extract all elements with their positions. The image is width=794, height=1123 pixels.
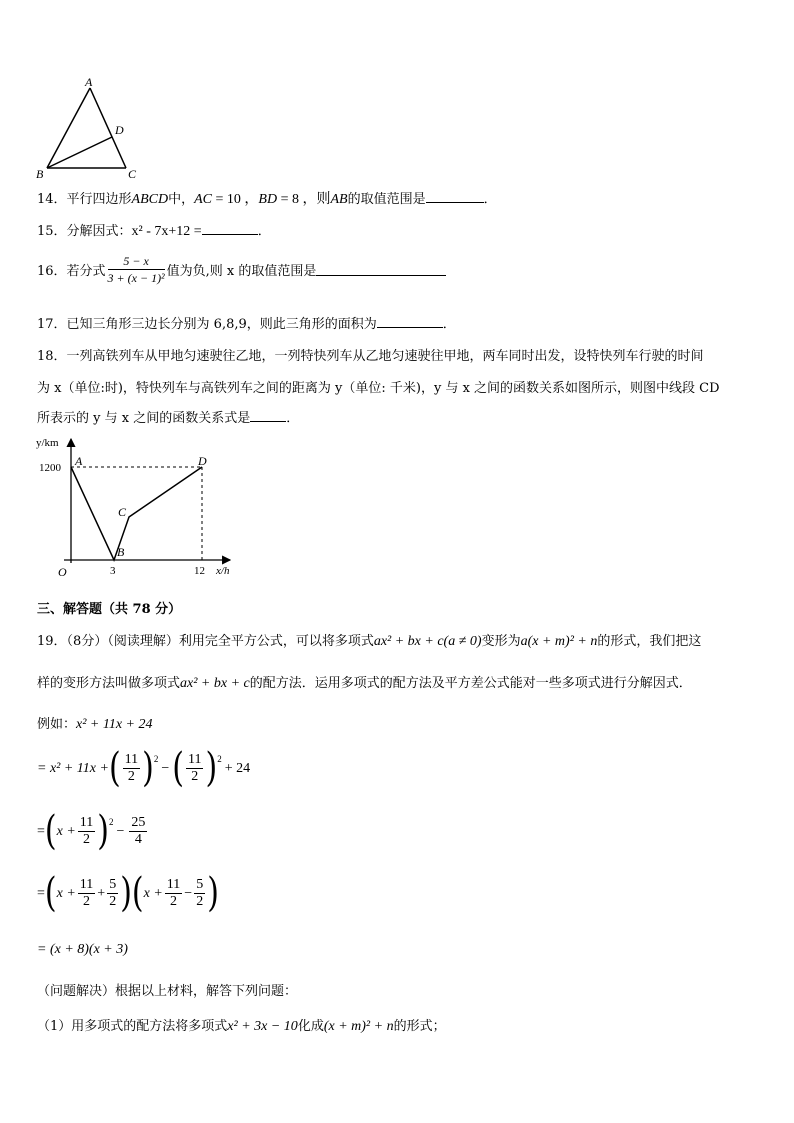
q19-problem: （问题解决）根据以上材料，解答下列问题： [37,984,298,999]
question-17 [37,313,456,332]
q16-suffix: 值为负,则 x 的取值范围是 [166,264,317,279]
q19-sub-1 [37,1015,446,1035]
q14-abcd: ABCD [131,192,169,207]
q19-line1-c: 的形式，我们把这 [597,634,702,649]
label-d: D [115,123,124,137]
q15-end: ． [257,224,271,239]
q19-line-1 [37,630,701,650]
answer-blank-16[interactable] [316,263,446,276]
x-plus: x + [56,885,76,901]
frac-5-2 [194,877,205,910]
frac-den: 2 [83,832,91,847]
answer-blank-17[interactable] [377,315,443,328]
paren-open: ( [131,869,144,917]
q17-text: 17．已知三角形三边长分别为 6,8,9，则此三角形的面积为 [37,317,377,332]
q19-example [37,713,153,733]
q15-prefix: 15．分解因式： [37,224,132,239]
paren-open: ( [108,744,121,792]
paren-close: ) [120,869,132,917]
step2-minus: − [116,823,125,839]
q19-poly1: ax² + bx + c(a ≠ 0) [373,634,482,649]
frac-num: 5 [196,877,204,892]
point-a-label: A [75,454,83,468]
q19-line1-a: 19．（8分）（阅读理解）利用完全平方公式，可以将多项式 [37,634,374,649]
frac-den: 2 [83,894,91,909]
q18-line-1: 18．一列高铁列车从甲地匀速驶往乙地，一列特快列车从乙地匀速驶往甲地，两车同时出发，设特快列车行驶的时间 [37,349,704,364]
frac-11-2 [165,877,182,910]
paren-close: ) [142,744,154,792]
point-b-label: B [117,545,125,559]
example-expression: x² + 11x + 24 [76,717,153,732]
q18-line-3-text: 所表示的 y 与 x 之间的函数关系式是 [37,411,251,426]
paren-open: ( [44,869,57,917]
q19-line2-a: 样的变形方法叫做多项式 [37,676,181,691]
frac-11-2 [123,752,140,785]
q14-eq10: = 10 ， [212,192,259,207]
x-tick-12: 12 [194,565,205,577]
plus-sign: + [97,885,106,901]
frac-11-2 [186,752,203,785]
x-axis-label: x/h [216,565,230,577]
q16-prefix: 16．若分式 [37,264,106,279]
label-a: A [85,75,93,89]
frac-num: 11 [124,752,139,767]
q19-step-4: = (x + 8)(x + 3) [37,942,128,957]
q14-suffix: 的取值范围是 [347,192,426,207]
frac-den: 2 [170,894,178,909]
q19-form1: a(x + m)² + n [520,634,598,649]
question-15 [37,220,271,240]
paren-close: ) [97,807,109,855]
distance-time-graph [34,433,239,583]
q16-denominator: 3 + (x − 1)² [107,271,165,285]
frac-den: 4 [134,832,142,847]
graph-path-abcd [71,467,202,560]
frac-num: 11 [79,815,94,830]
sub1-c: 的形式； [393,1019,446,1034]
frac-11-2 [78,877,95,910]
paren-open: ( [44,807,57,855]
step1-c: + 24 [224,760,251,776]
q19-line-2 [37,672,692,692]
q14-bd: BD [258,192,278,207]
step3-eq: = [37,885,45,901]
frac-11-2 [78,815,95,848]
q18-end: ． [286,411,300,426]
answer-blank-15[interactable] [202,222,258,235]
paren-close: ) [205,744,218,792]
label-b: B [36,167,44,180]
label-c: C [128,167,137,180]
frac-num: 5 [109,877,117,892]
frac-num: 25 [131,815,146,830]
q19-step-1: = x² + 11x + ( $\frac{11}{2}$ ) $^2$ − ( $\frac{11}{2}$ ) $^2$ + 24 [37,744,251,792]
segment-bd [47,137,112,168]
frac-den: 2 [191,769,199,784]
frac-25-4 [129,815,147,848]
q19-poly2: ax² + bx + c [180,676,250,691]
sub1-a: （1）用多项式的配方法将多项式 [37,1019,228,1034]
frac-den: 2 [196,894,204,909]
frac-num: 11 [166,877,181,892]
sub1-b: 化成 [297,1019,324,1034]
q19-step-3 [37,869,219,917]
q14-ab: AB [330,192,348,207]
paren-close: ) [207,869,219,917]
answer-blank-14[interactable] [426,190,484,203]
question-14 [37,188,497,208]
q19-line1-b: 变形为 [481,634,521,649]
answer-blank-18[interactable] [250,409,286,422]
sub1-expression: x² + 3x − 10 [227,1019,298,1034]
example-label: 例如： [37,717,77,732]
paren-open: ( [172,744,184,792]
q14-ac: AC [194,192,213,207]
q17-end: ． [442,317,456,332]
q14-prefix: 14．平行四边形 [37,192,132,207]
q16-numerator: 5 − x [108,253,165,270]
x-plus: x + [143,885,163,901]
y-tick-1200: 1200 [39,462,61,474]
q19-step-2: = ( x + $\frac{11}{2}$ ) $^2$ − $\frac{25}{4}$ [37,807,146,855]
q14-eq8: = 8 ，则 [277,192,331,207]
point-d-label: D [198,454,207,468]
minus-sign: − [184,885,193,901]
question-16 [37,253,446,286]
side-ab [47,88,90,168]
step1-minus: − [161,760,170,776]
frac-num: 11 [187,752,202,767]
frac-den: 2 [127,769,135,784]
step2-eq: = [37,823,45,839]
origin-label: O [58,565,67,579]
q18-line-2: 为 x（单位:时)，特快列车与高铁列车之间的距离为 y（单位: 千米)，y 与 x 之间的函数关系如图所示，则图中线段 CD [37,381,720,396]
frac-5-2 [107,877,118,910]
triangle-figure [30,74,150,180]
x-tick-3: 3 [110,565,116,577]
q15-expression: x² - 7x+12 = [131,224,202,239]
frac-num: 11 [79,877,94,892]
q19-line2-b: 的配方法．运用多项式的配方法及平方差公式能对一些多项式进行分解因式． [249,676,692,691]
point-c-label: C [118,505,127,519]
q14-end: ． [483,192,497,207]
q18-line-3 [37,407,299,426]
q14-mid: 中， [168,192,195,207]
x-plus: x + [56,823,76,839]
q16-fraction [108,253,165,286]
sub1-form: (x + m)² + n [323,1019,394,1034]
frac-den: 2 [109,894,117,909]
y-axis-label: y/km [36,437,59,449]
step1-a: = x² + 11x + [37,760,109,776]
section-title: 三、解答题（共 78 分） [37,602,182,617]
